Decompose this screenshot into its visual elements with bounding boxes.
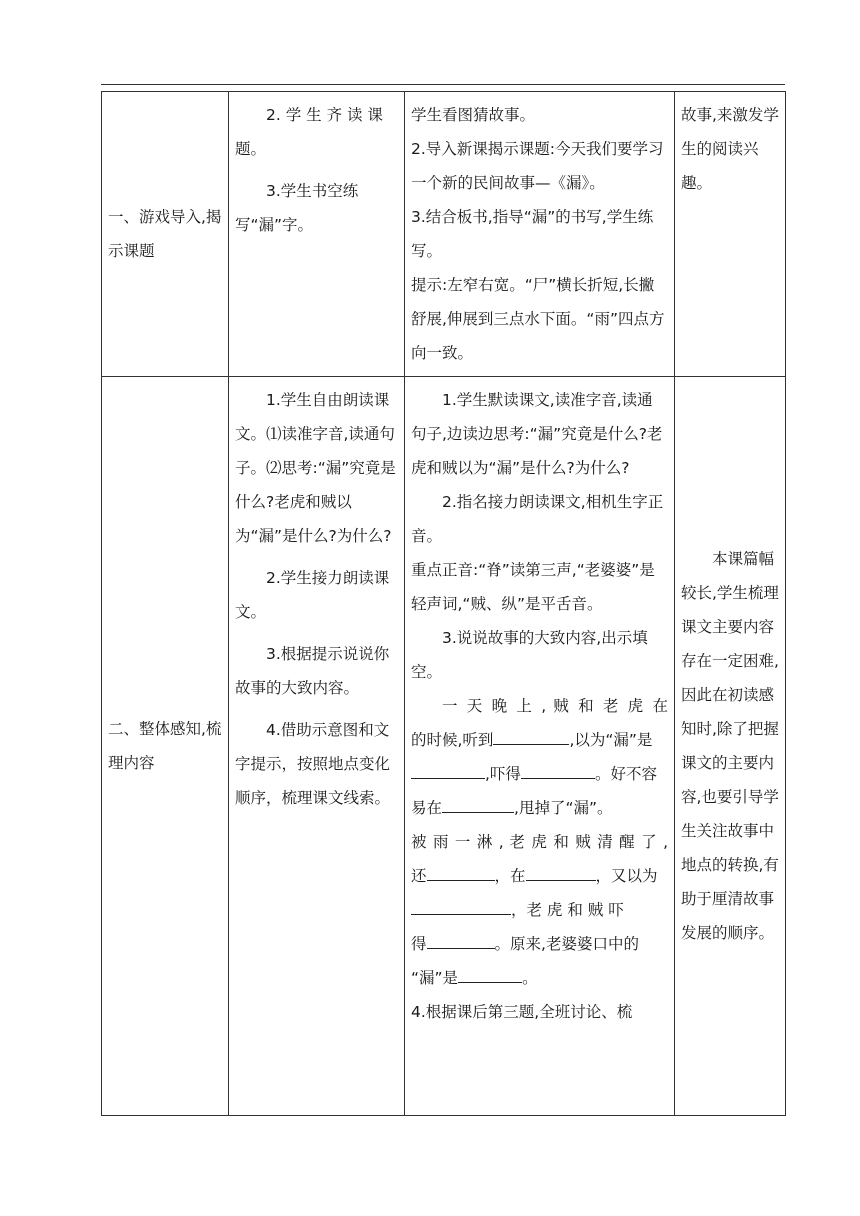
fill-text: 得 bbox=[411, 935, 427, 953]
fill-text: 的时候,听到 bbox=[411, 731, 494, 749]
fill-line bbox=[411, 757, 668, 825]
teacher-step: 提示:左窄右宽。“尸”横长折短,长撇舒展,伸展到三点水下面。“雨”四点方向一致。 bbox=[411, 276, 665, 362]
stage-title: 一、游戏导入,揭示课题 bbox=[108, 208, 222, 260]
fill-text: 被 雨 一 淋 , 老 虎 和 贼 清 醒 了 , bbox=[411, 833, 668, 851]
fill-blank bbox=[427, 929, 495, 949]
fill-text: ,甩掉了“漏”。 bbox=[514, 799, 613, 817]
lesson-plan-page bbox=[101, 91, 785, 1116]
teacher-step: 2.导入新课揭示课题:今天我们要学习一个新的民间故事—《漏》。 bbox=[411, 140, 664, 192]
teacher-step: 3.说说故事的大致内容,出示填空。 bbox=[411, 629, 648, 681]
table-row bbox=[102, 377, 786, 1116]
fill-in-exercise bbox=[411, 689, 668, 995]
teacher-step: 2.指名接力朗读课文,相机生字正音。 bbox=[411, 493, 664, 545]
fill-text: ，老 虎 和 贼 吓 bbox=[511, 901, 624, 919]
design-intent-cell bbox=[675, 92, 786, 377]
student-step: 4.借助示意图和文字提示，按照地点变化顺序，梳理课文线索。 bbox=[235, 721, 391, 807]
fill-blank bbox=[458, 963, 522, 983]
stage-title: 二、整体感知,梳理内容 bbox=[108, 720, 222, 772]
fill-text: ,以为“漏”是 bbox=[569, 731, 653, 749]
teacher-step: 4.根据课后第三题,全班讨论、梳 bbox=[411, 1003, 633, 1021]
fill-text: “漏”是 bbox=[411, 969, 459, 987]
student-activity-cell bbox=[229, 92, 405, 377]
fill-text: 一 天 晚 上 , 贼 和 老 虎 在 bbox=[442, 697, 668, 715]
student-step: 2.学生接力朗读课文。 bbox=[235, 569, 390, 621]
design-intent: 故事,来激发学生的阅读兴趣。 bbox=[681, 106, 779, 192]
stage-cell bbox=[102, 377, 229, 1116]
fill-blank bbox=[526, 861, 596, 881]
fill-text: ，又以为 bbox=[595, 867, 658, 885]
teacher-activity-cell bbox=[405, 377, 675, 1116]
fill-line bbox=[411, 927, 668, 961]
student-step: 1.学生自由朗读课文。⑴读准字音,读通句子。⑵思考:“漏”究竟是什么?老虎和贼以为“漏”是什么?为什么? bbox=[235, 391, 396, 545]
teacher-step: 学生看图猜故事。 bbox=[411, 106, 536, 124]
fill-text: ，在 bbox=[494, 867, 526, 885]
design-intent-cell bbox=[675, 377, 786, 1116]
fill-blank bbox=[493, 725, 569, 745]
fill-blank bbox=[442, 793, 514, 813]
student-activity-cell bbox=[229, 377, 405, 1116]
fill-blank bbox=[521, 759, 595, 779]
student-step: 3.根据提示说说你故事的大致内容。 bbox=[235, 645, 390, 697]
student-step: 2. 学 生 齐 读 课 题。 bbox=[235, 106, 383, 158]
stage-cell bbox=[102, 92, 229, 377]
teacher-step: 3.结合板书,指导“漏”的书写,学生练写。 bbox=[411, 208, 654, 260]
fill-blank bbox=[427, 861, 495, 881]
fill-text: 。 bbox=[522, 969, 538, 987]
fill-text: 。好不容易在 bbox=[411, 765, 657, 817]
fill-blank bbox=[411, 759, 485, 779]
teacher-step: 重点正音:“脊”读第三声,“老婆婆”是轻声词,“贼、纵”是平舌音。 bbox=[411, 561, 655, 613]
fill-line bbox=[411, 859, 668, 927]
fill-line bbox=[411, 723, 668, 757]
teacher-step: 1.学生默读课文,读准字音,读通句子,边读边思考:“漏”究竟是什么?老虎和贼以为“漏”是什么?为什么? bbox=[411, 391, 663, 477]
teacher-activity-cell bbox=[405, 92, 675, 377]
fill-line bbox=[411, 961, 668, 995]
table-row bbox=[102, 92, 786, 377]
fill-blank bbox=[411, 895, 511, 915]
fill-text: 还 bbox=[411, 867, 427, 885]
student-step: 3.学生书空练写“漏”字。 bbox=[235, 182, 359, 234]
fill-text: ,吓得 bbox=[485, 765, 521, 783]
header-rule bbox=[101, 84, 785, 85]
lesson-plan-table bbox=[101, 91, 786, 1116]
design-intent: 本课篇幅较长,学生梳理课文主要内容存在一定困难,因此在初读感知时,除了把握课文的主要内容,也要引导学生关注故事中地点的转换,有助于厘清故事发展的顺序。 bbox=[681, 550, 779, 942]
fill-text: 。原来,老婆婆口中的 bbox=[494, 935, 639, 953]
